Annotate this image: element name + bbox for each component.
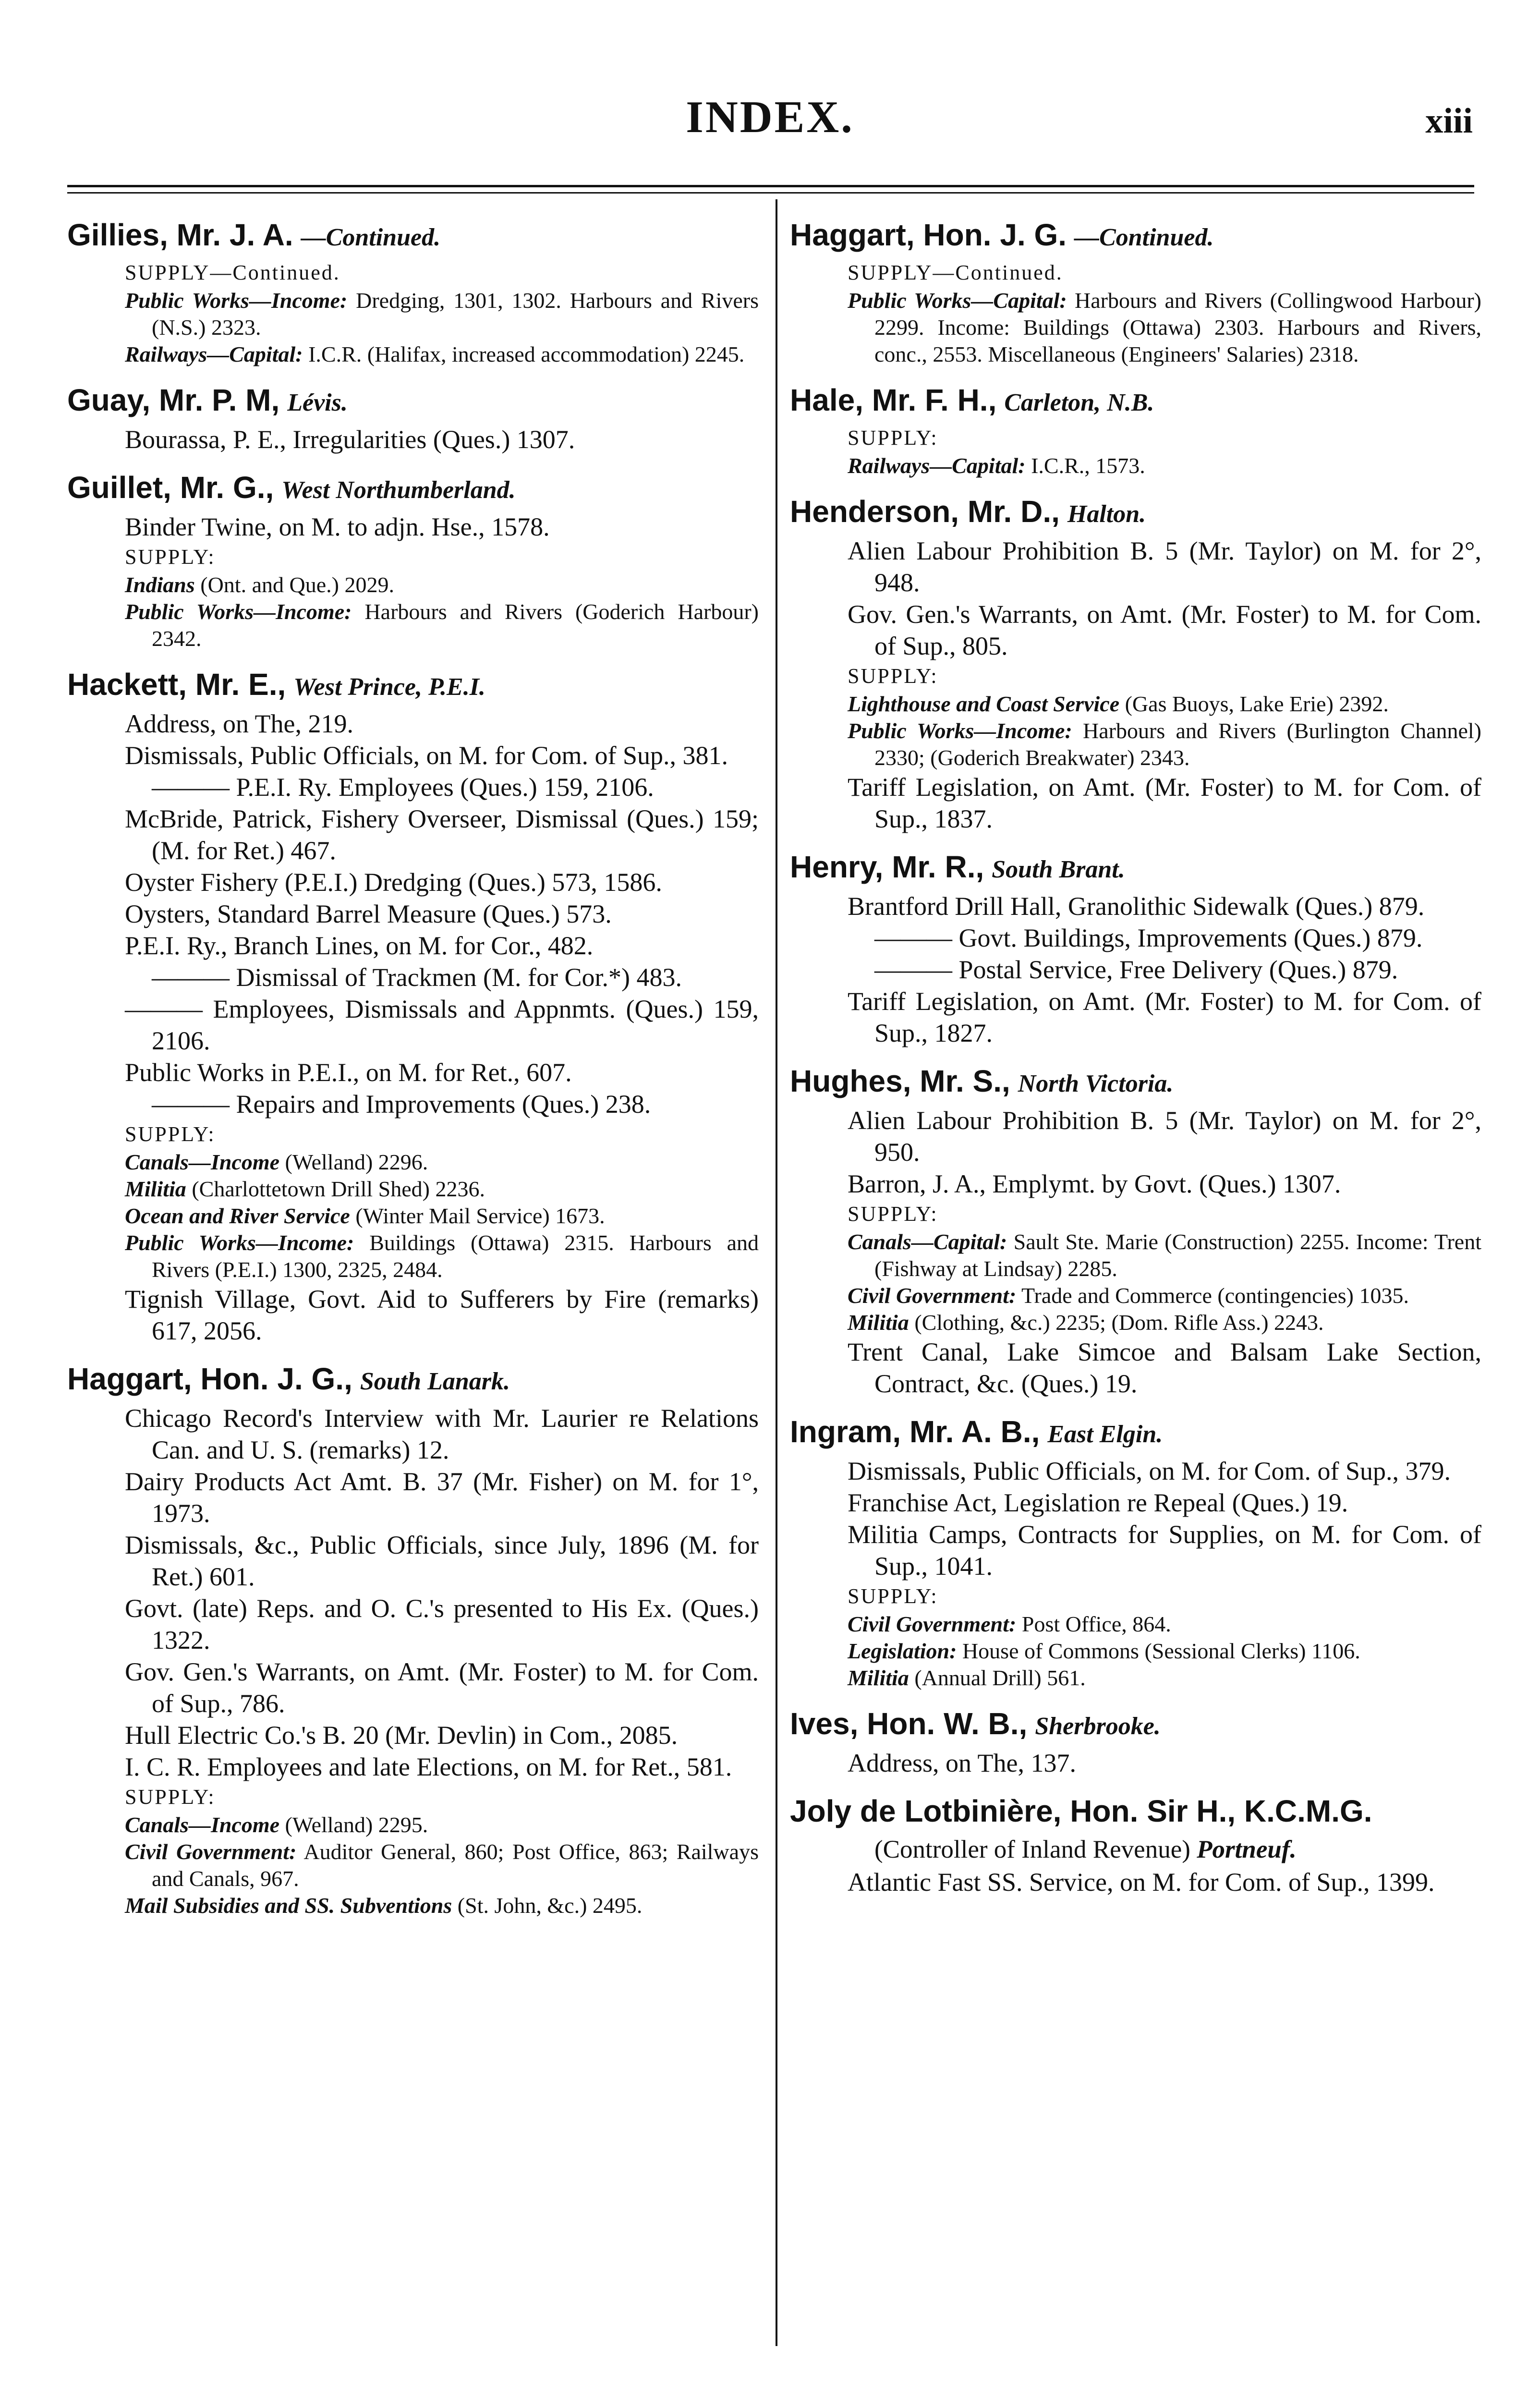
supply-category: Canals—Income <box>125 1150 280 1174</box>
constituency: —Continued. <box>301 224 441 251</box>
index-item: Bourassa, P. E., Irregularities (Ques.) 1307. <box>125 425 575 454</box>
member-name: Hackett, Mr. E., <box>67 667 286 702</box>
index-entry <box>67 468 759 652</box>
supply-item <box>790 1665 1481 1691</box>
index-item: Dismissals, Public Officials, on M. for Com. of Sup., 381. <box>125 741 728 770</box>
supply-item <box>67 1203 759 1229</box>
constituency: Halton. <box>1067 500 1146 528</box>
supply-detail: (Winter Mail Service) 1673. <box>350 1204 605 1228</box>
index-item: Gov. Gen.'s Warrants, on Amt. (Mr. Foster) to M. for Com. of Sup., 805. <box>848 600 1481 660</box>
index-subitem: ——— Repairs and Improvements (Ques.) 238. <box>152 1090 651 1119</box>
index-item: Tariff Legislation, on Amt. (Mr. Foster) to M. for Com. of Sup., 1837. <box>848 773 1481 833</box>
index-entry <box>790 1412 1481 1691</box>
supply-heading: SUPPLY: <box>125 545 216 569</box>
constituency: West Northumberland. <box>281 476 516 504</box>
index-item: Oysters, Standard Barrel Measure (Ques.) 573. <box>125 900 612 928</box>
index-item: Address, on The, 137. <box>848 1749 1076 1777</box>
index-entry <box>67 215 759 368</box>
supply-item <box>790 1282 1481 1309</box>
supply-detail: Harbours and Rivers (Burlington Channel) 2330; (Goderich Breakwater) 2343. <box>874 718 1481 770</box>
supply-item <box>790 452 1481 479</box>
supply-detail: (Welland) 2296. <box>279 1150 428 1174</box>
supply-category: Militia <box>848 1310 909 1335</box>
supply-item <box>67 1229 759 1283</box>
supply-detail: (Welland) 2295. <box>279 1812 428 1837</box>
index-item: ——— Employees, Dismissals and Appnmts. (Ques.) 159, 2106. <box>125 995 759 1055</box>
supply-heading: SUPPLY: <box>848 426 938 450</box>
supply-detail: (Gas Buoys, Lake Erie) 2392. <box>1119 692 1389 716</box>
member-name: Henry, Mr. R., <box>790 850 984 884</box>
index-entry <box>790 380 1481 479</box>
index-item: Brantford Drill Hall, Granolithic Sidewalk (Ques.) 879. <box>848 892 1425 921</box>
entry-heading <box>67 665 759 707</box>
supply-category: Canals—Income <box>125 1812 280 1837</box>
header-rule-bottom <box>67 192 1474 194</box>
supply-detail: Post Office, 864. <box>1016 1612 1171 1636</box>
member-name: Ives, Hon. W. B., <box>790 1706 1028 1741</box>
constituency: North Victoria. <box>1018 1070 1174 1097</box>
supply-heading: SUPPLY: <box>125 1785 216 1809</box>
supply-category: Mail Subsidies and SS. Subventions <box>125 1893 452 1918</box>
entry-heading <box>790 1412 1481 1454</box>
index-item: I. C. R. Employees and late Elections, on M. for Ret., 581. <box>125 1752 732 1781</box>
supply-category: Railways—Capital: <box>125 342 303 366</box>
supply-item <box>790 1228 1481 1282</box>
supply-heading: SUPPLY—Continued. <box>125 261 340 284</box>
entry-heading <box>790 215 1481 257</box>
supply-category: Militia <box>848 1666 909 1690</box>
supply-detail: (Clothing, &c.) 2235; (Dom. Rifle Ass.) 2243. <box>909 1310 1324 1335</box>
index-item: Atlantic Fast SS. Service, on M. for Com. of Sup., 1399. <box>848 1868 1435 1897</box>
entry-heading <box>790 492 1481 534</box>
constituency: Sherbrooke. <box>1035 1713 1161 1740</box>
supply-item <box>67 1149 759 1176</box>
member-name: Gillies, Mr. J. A. <box>67 218 293 252</box>
supply-item <box>67 598 759 652</box>
entry-heading <box>67 380 759 423</box>
supply-category: Civil Government: <box>848 1612 1017 1636</box>
column-divider <box>776 199 777 2346</box>
index-item: Militia Camps, Contracts for Supplies, on M. for Com. of Sup., 1041. <box>848 1520 1481 1581</box>
member-name: Guay, Mr. P. M, <box>67 383 280 417</box>
supply-detail: (St. John, &c.) 2495. <box>452 1893 643 1918</box>
index-item: Binder Twine, on M. to adjn. Hse., 1578. <box>125 512 550 541</box>
member-name: Haggart, Hon. J. G., <box>67 1362 352 1396</box>
constituency: Portneuf. <box>1197 1836 1297 1863</box>
supply-heading: SUPPLY: <box>848 664 938 688</box>
index-item: Alien Labour Prohibition B. 5 (Mr. Taylor) on M. for 2°, 950. <box>848 1106 1481 1167</box>
index-item: Trent Canal, Lake Simcoe and Balsam Lake Section, Contract, &c. (Ques.) 19. <box>848 1338 1481 1398</box>
index-item: P.E.I. Ry., Branch Lines, on M. for Cor., 482. <box>125 931 594 960</box>
supply-heading: SUPPLY: <box>125 1122 216 1146</box>
index-item: Tariff Legislation, on Amt. (Mr. Foster) to M. for Com. of Sup., 1827. <box>848 987 1481 1047</box>
supply-item <box>67 572 759 598</box>
index-subitem: ——— Postal Service, Free Delivery (Ques.) 879. <box>874 955 1398 984</box>
supply-category: Civil Government: <box>125 1839 297 1864</box>
supply-item <box>67 287 759 341</box>
entry-heading <box>790 847 1481 889</box>
supply-category: Civil Government: <box>848 1283 1017 1308</box>
supply-item <box>790 287 1481 368</box>
supply-item <box>67 1176 759 1203</box>
supply-item <box>67 1838 759 1892</box>
entry-heading <box>790 1791 1481 1865</box>
supply-item <box>790 691 1481 718</box>
supply-detail: Auditor General, 860; Post Office, 863; Railways and Canals, 967. <box>152 1839 759 1891</box>
index-entry <box>790 1061 1481 1399</box>
page-title: INDEX. <box>686 92 854 142</box>
entry-heading <box>790 1061 1481 1104</box>
entry-subtitle <box>790 1834 1481 1865</box>
member-name: Guillet, Mr. G., <box>67 470 274 505</box>
entry-heading <box>790 1704 1481 1746</box>
supply-category: Ocean and River Service <box>125 1204 350 1228</box>
entry-heading <box>790 380 1481 423</box>
index-item: Oyster Fishery (P.E.I.) Dredging (Ques.) 573, 1586. <box>125 868 662 897</box>
supply-item <box>67 341 759 368</box>
supply-detail: Trade and Commerce (contingencies) 1035. <box>1016 1283 1409 1308</box>
supply-heading: SUPPLY: <box>848 1202 938 1226</box>
index-entry <box>790 1704 1481 1779</box>
office-title: (Controller of Inland Revenue) <box>874 1836 1190 1863</box>
constituency: Lévis. <box>287 389 348 416</box>
member-name: Hughes, Mr. S., <box>790 1064 1010 1098</box>
supply-heading: SUPPLY—Continued. <box>848 261 1063 284</box>
index-entry <box>67 380 759 455</box>
supply-category: Public Works—Income: <box>125 599 352 624</box>
index-item: Public Works in P.E.I., on M. for Ret., 607. <box>125 1058 572 1087</box>
supply-detail: (Annual Drill) 561. <box>909 1666 1086 1690</box>
constituency: South Lanark. <box>360 1368 510 1395</box>
index-column-right <box>790 211 1481 1910</box>
index-entry <box>790 847 1481 1049</box>
header-rule-top <box>67 185 1474 187</box>
supply-item <box>790 1611 1481 1638</box>
index-item: Address, on The, 219. <box>125 709 353 738</box>
member-name: Ingram, Mr. A. B., <box>790 1414 1040 1449</box>
page-header <box>0 82 1540 154</box>
entry-heading <box>67 468 759 510</box>
supply-detail: I.C.R., 1573. <box>1025 453 1145 478</box>
supply-detail: House of Commons (Sessional Clerks) 1106. <box>957 1639 1360 1663</box>
supply-category: Indians <box>125 572 195 597</box>
supply-category: Public Works—Capital: <box>848 288 1067 313</box>
member-name: Joly de Lotbinière, Hon. Sir H., K.C.M.G. <box>790 1794 1372 1828</box>
index-item: Chicago Record's Interview with Mr. Laurier re Relations Can. and U. S. (remarks) 12. <box>125 1404 759 1464</box>
index-entry <box>790 1791 1481 1898</box>
index-column-left <box>67 211 759 1932</box>
index-entry <box>67 665 759 1347</box>
constituency: South Brant. <box>992 856 1125 883</box>
index-entry <box>67 1359 759 1919</box>
supply-category: Public Works—Income: <box>125 1230 354 1255</box>
index-item: Govt. (late) Reps. and O. C.'s presented to His Ex. (Ques.) 1322. <box>125 1594 759 1654</box>
index-item: Hull Electric Co.'s B. 20 (Mr. Devlin) in Com., 2085. <box>125 1721 678 1750</box>
index-item: Dismissals, Public Officials, on M. for Com. of Sup., 379. <box>848 1457 1451 1485</box>
supply-detail: Harbours and Rivers (Goderich Harbour) 2342. <box>152 599 759 651</box>
entry-heading <box>67 1359 759 1401</box>
supply-detail: Buildings (Ottawa) 2315. Harbours and Rivers (P.E.I.) 1300, 2325, 2484. <box>152 1230 759 1282</box>
supply-detail: (Ont. and Que.) 2029. <box>194 572 394 597</box>
supply-item <box>67 1892 759 1919</box>
index-subitem: ——— P.E.I. Ry. Employees (Ques.) 159, 2106. <box>152 773 654 802</box>
member-name: Henderson, Mr. D., <box>790 494 1060 529</box>
index-item: Alien Labour Prohibition B. 5 (Mr. Taylor) on M. for 2°, 948. <box>848 536 1481 597</box>
constituency: Carleton, N.B. <box>1004 389 1154 416</box>
supply-item <box>790 1309 1481 1336</box>
supply-detail: I.C.R. (Halifax, increased accommodation) 2245. <box>303 342 745 366</box>
constituency: —Continued. <box>1074 224 1214 251</box>
supply-category: Militia <box>125 1177 186 1201</box>
supply-category: Public Works—Income: <box>125 288 348 313</box>
index-item: McBride, Patrick, Fishery Overseer, Dismissal (Ques.) 159; (M. for Ret.) 467. <box>125 804 759 865</box>
constituency: West Prince, P.E.I. <box>293 673 485 701</box>
supply-item <box>790 718 1481 771</box>
index-subitem: ——— Dismissal of Trackmen (M. for Cor.*) 483. <box>152 963 682 992</box>
index-entry <box>790 492 1481 835</box>
supply-item <box>790 1638 1481 1665</box>
index-item: Dairy Products Act Amt. B. 37 (Mr. Fisher) on M. for 1°, 1973. <box>125 1467 759 1528</box>
supply-detail: (Charlottetown Drill Shed) 2236. <box>186 1177 485 1201</box>
supply-category: Lighthouse and Coast Service <box>848 692 1120 716</box>
supply-detail: Harbours and Rivers (Collingwood Harbour) 2299. Income: Buildings (Ottawa) 2303. Harbours and Rivers, conc., 2553. Miscellaneous (Engineers' Salaries) 2318. <box>874 288 1481 366</box>
entry-heading <box>67 215 759 257</box>
page-number: xiii <box>1425 101 1473 141</box>
supply-category: Public Works—Income: <box>848 718 1072 743</box>
index-subitem: ——— Govt. Buildings, Improvements (Ques.) 879. <box>874 924 1423 952</box>
member-name: Haggart, Hon. J. G. <box>790 218 1067 252</box>
supply-detail: Sault Ste. Marie (Construction) 2255. Income: Trent (Fishway at Lindsay) 2285. <box>874 1229 1481 1281</box>
supply-heading: SUPPLY: <box>848 1584 938 1608</box>
supply-detail: Dredging, 1301, 1302. Harbours and Rivers (N.S.) 2323. <box>152 288 759 340</box>
index-entry <box>790 215 1481 368</box>
index-item: Franchise Act, Legislation re Repeal (Ques.) 19. <box>848 1488 1348 1517</box>
supply-category: Railways—Capital: <box>848 453 1026 478</box>
index-item: Gov. Gen.'s Warrants, on Amt. (Mr. Foster) to M. for Com. of Sup., 786. <box>125 1657 759 1718</box>
supply-category: Canals—Capital: <box>848 1229 1007 1254</box>
constituency: East Elgin. <box>1047 1421 1163 1448</box>
index-item: Barron, J. A., Emplymt. by Govt. (Ques.) 1307. <box>848 1169 1341 1198</box>
index-item: Tignish Village, Govt. Aid to Sufferers by Fire (remarks) 617, 2056. <box>125 1285 759 1345</box>
supply-item <box>67 1812 759 1838</box>
member-name: Hale, Mr. F. H., <box>790 383 997 417</box>
index-item: Dismissals, &c., Public Officials, since July, 1896 (M. for Ret.) 601. <box>125 1531 759 1591</box>
supply-category: Legislation: <box>848 1639 957 1663</box>
